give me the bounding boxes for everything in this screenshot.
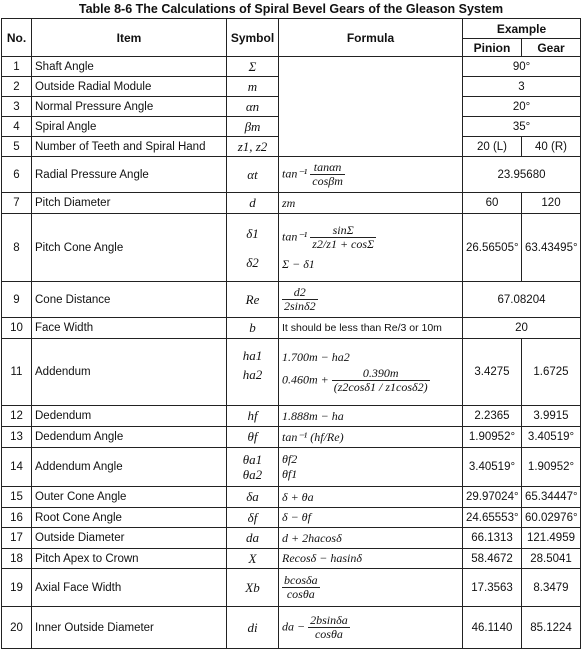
- row-formula: [279, 282, 463, 318]
- row-item: Addendum Angle: [32, 448, 227, 487]
- row-item: Axial Face Width: [32, 569, 227, 607]
- table-row: [2, 427, 581, 448]
- table-row: [2, 282, 581, 318]
- row-formula: d + 2hacosδ: [279, 528, 463, 549]
- row-no: 19: [2, 569, 32, 607]
- row-symbol: Re: [227, 282, 279, 318]
- row-item: Dedendum: [32, 406, 227, 427]
- row-gear: 63.43495°: [522, 214, 581, 282]
- row-symbol: Σ: [227, 57, 279, 77]
- table-row: [2, 339, 581, 406]
- formula-numerator: d2: [282, 286, 318, 300]
- row-example: 90°: [463, 57, 581, 77]
- formula-denominator: cosθa: [314, 627, 343, 641]
- formula-numerator: sinΣ: [310, 224, 376, 238]
- symbol-line-1: ha1: [242, 348, 263, 363]
- formula-numerator: tanαn: [310, 161, 345, 175]
- row-pinion: 58.4672: [463, 549, 522, 569]
- row-item: Normal Pressure Angle: [32, 97, 227, 117]
- row-gear: 40 (R): [522, 137, 581, 157]
- row-symbol: [227, 214, 279, 282]
- row-gear: 1.6725: [522, 339, 581, 406]
- row-example: 67.08204: [463, 282, 581, 318]
- gear-calculation-table: [1, 18, 581, 649]
- row-no: 7: [2, 193, 32, 214]
- row-item: Root Cone Angle: [32, 508, 227, 528]
- row-no: 12: [2, 406, 32, 427]
- formula-fraction: [282, 286, 318, 313]
- row-formula: zm: [279, 193, 463, 214]
- row-formula: Recosδ − hasinδ: [279, 549, 463, 569]
- row-symbol: δa: [227, 487, 279, 508]
- row-no: 18: [2, 549, 32, 569]
- header-formula: Formula: [279, 19, 463, 57]
- symbol-line-1: θa1: [242, 452, 263, 467]
- table-row: [2, 157, 581, 193]
- row-gear: 60.02976°: [522, 508, 581, 528]
- row-item: Spiral Angle: [32, 117, 227, 137]
- row-formula: [279, 569, 463, 607]
- formula-denominator: cosβm: [312, 174, 343, 188]
- table-row: [2, 406, 581, 427]
- row-item: Number of Teeth and Spiral Hand: [32, 137, 227, 157]
- row-no: 20: [2, 607, 32, 649]
- row-pinion: 29.97024°: [463, 487, 522, 508]
- row-no: 10: [2, 318, 32, 339]
- row-no: 17: [2, 528, 32, 549]
- symbol-line-2: ha2: [242, 367, 263, 382]
- row-symbol: δf: [227, 508, 279, 528]
- row-pinion: 2.2365: [463, 406, 522, 427]
- row-formula: It should be less than Re/3 or 10m: [279, 318, 463, 339]
- row-pinion: 3.4275: [463, 339, 522, 406]
- formula-prefix: 0.460m +: [282, 372, 329, 387]
- row-item: Outside Diameter: [32, 528, 227, 549]
- row-symbol: X: [227, 549, 279, 569]
- formula-line-2: θf1: [282, 467, 298, 481]
- table-row: [2, 528, 581, 549]
- row-item: Pitch Diameter: [32, 193, 227, 214]
- row-item: Outer Cone Angle: [32, 487, 227, 508]
- row-formula-empty: [279, 57, 463, 157]
- row-symbol: da: [227, 528, 279, 549]
- row-gear: 3.40519°: [522, 427, 581, 448]
- formula-fraction: [310, 224, 376, 251]
- formula-prefix: tan⁻¹: [282, 166, 308, 181]
- row-symbol: z1, z2: [227, 137, 279, 157]
- row-gear: 28.5041: [522, 549, 581, 569]
- formula-prefix: tan⁻¹: [282, 228, 308, 243]
- table-row: [2, 549, 581, 569]
- formula-numerator: 2bsinδa: [310, 613, 348, 627]
- formula-fraction: [310, 161, 345, 188]
- symbol-line-1: δ1: [246, 225, 259, 241]
- row-gear: 85.1224: [522, 607, 581, 649]
- row-no: 6: [2, 157, 32, 193]
- row-formula: [279, 214, 463, 282]
- row-no: 8: [2, 214, 32, 282]
- row-example: 3: [463, 77, 581, 97]
- row-symbol: θf: [227, 427, 279, 448]
- row-no: 4: [2, 117, 32, 137]
- row-item: Inner Outside Diameter: [32, 607, 227, 649]
- row-no: 16: [2, 508, 32, 528]
- row-symbol: βm: [227, 117, 279, 137]
- row-gear: 3.9915: [522, 406, 581, 427]
- row-gear: 65.34447°: [522, 487, 581, 508]
- row-example: 20: [463, 318, 581, 339]
- formula-fraction: [308, 614, 350, 641]
- row-symbol: b: [227, 318, 279, 339]
- header-gear: Gear: [522, 39, 581, 57]
- formula-line-1: 1.700m − ha2: [282, 350, 350, 364]
- header-symbol: Symbol: [227, 19, 279, 57]
- row-no: 3: [2, 97, 32, 117]
- row-example: 23.95680: [463, 157, 581, 193]
- row-symbol: di: [227, 607, 279, 649]
- row-pinion: 1.90952°: [463, 427, 522, 448]
- row-no: 2: [2, 77, 32, 97]
- row-formula: 1.888m − ha: [279, 406, 463, 427]
- row-formula: [279, 448, 463, 487]
- row-pinion: 26.56505°: [463, 214, 522, 282]
- row-symbol: Xb: [227, 569, 279, 607]
- row-item: Outside Radial Module: [32, 77, 227, 97]
- row-formula: δ − θf: [279, 508, 463, 528]
- formula-denominator: z2/z1 + cosΣ: [312, 236, 375, 251]
- table-row: [2, 508, 581, 528]
- header-no: No.: [2, 19, 32, 57]
- table-row: [2, 448, 581, 487]
- table-row: [2, 214, 581, 282]
- row-no: 14: [2, 448, 32, 487]
- symbol-line-2: θa2: [242, 467, 263, 482]
- row-formula: tan⁻¹ (hf/Re): [279, 427, 463, 448]
- row-pinion: 3.40519°: [463, 448, 522, 487]
- header-item: Item: [32, 19, 227, 57]
- table-row: [2, 569, 581, 607]
- row-formula: [279, 339, 463, 406]
- row-symbol: m: [227, 77, 279, 97]
- row-no: 1: [2, 57, 32, 77]
- row-no: 15: [2, 487, 32, 508]
- header-example: Example: [463, 19, 581, 39]
- row-no: 9: [2, 282, 32, 318]
- header-row: [2, 19, 581, 39]
- header-pinion: Pinion: [463, 39, 522, 57]
- row-symbol: αt: [227, 157, 279, 193]
- formula-denominator: (z2cosδ1 / z1cosδ2): [333, 380, 428, 394]
- row-symbol: [227, 339, 279, 406]
- row-item: Addendum: [32, 339, 227, 406]
- row-item: Dedendum Angle: [32, 427, 227, 448]
- formula-line-2: Σ − δ1: [282, 256, 315, 271]
- row-gear: 121.4959: [522, 528, 581, 549]
- table-row: [2, 193, 581, 214]
- table-row: [2, 607, 581, 649]
- row-no: 13: [2, 427, 32, 448]
- formula-fraction: [282, 574, 320, 601]
- formula-denominator: 2sinδ2: [284, 299, 316, 313]
- row-symbol: [227, 448, 279, 487]
- row-formula: [279, 607, 463, 649]
- row-pinion: 20 (L): [463, 137, 522, 157]
- formula-numerator: 0.390m: [332, 367, 430, 381]
- row-symbol: d: [227, 193, 279, 214]
- row-gear: 120: [522, 193, 581, 214]
- table-row: [2, 487, 581, 508]
- row-pinion: 66.1313: [463, 528, 522, 549]
- row-formula: δ + θa: [279, 487, 463, 508]
- formula-prefix: da −: [282, 619, 306, 634]
- row-pinion: 17.3563: [463, 569, 522, 607]
- row-pinion: 24.65553°: [463, 508, 522, 528]
- row-example: 35°: [463, 117, 581, 137]
- row-gear: 8.3479: [522, 569, 581, 607]
- row-gear: 1.90952°: [522, 448, 581, 487]
- row-item: Face Width: [32, 318, 227, 339]
- row-item: Pitch Cone Angle: [32, 214, 227, 282]
- row-item: Cone Distance: [32, 282, 227, 318]
- row-item: Pitch Apex to Crown: [32, 549, 227, 569]
- table-caption: Table 8-6 The Calculations of Spiral Bevel Gears of the Gleason System: [78, 2, 504, 16]
- row-no: 11: [2, 339, 32, 406]
- table-row: [2, 318, 581, 339]
- formula-denominator: cosθa: [286, 587, 315, 601]
- symbol-line-2: δ2: [246, 254, 259, 270]
- row-item: Shaft Angle: [32, 57, 227, 77]
- row-formula: [279, 157, 463, 193]
- row-example: 20°: [463, 97, 581, 117]
- table-row: [2, 57, 581, 77]
- row-pinion: 46.1140: [463, 607, 522, 649]
- formula-fraction: [332, 367, 430, 394]
- formula-numerator: bcosδa: [284, 573, 318, 587]
- row-symbol: hf: [227, 406, 279, 427]
- row-pinion: 60: [463, 193, 522, 214]
- row-no: 5: [2, 137, 32, 157]
- row-symbol: αn: [227, 97, 279, 117]
- formula-line-1: θf2: [282, 452, 298, 466]
- row-item: Radial Pressure Angle: [32, 157, 227, 193]
